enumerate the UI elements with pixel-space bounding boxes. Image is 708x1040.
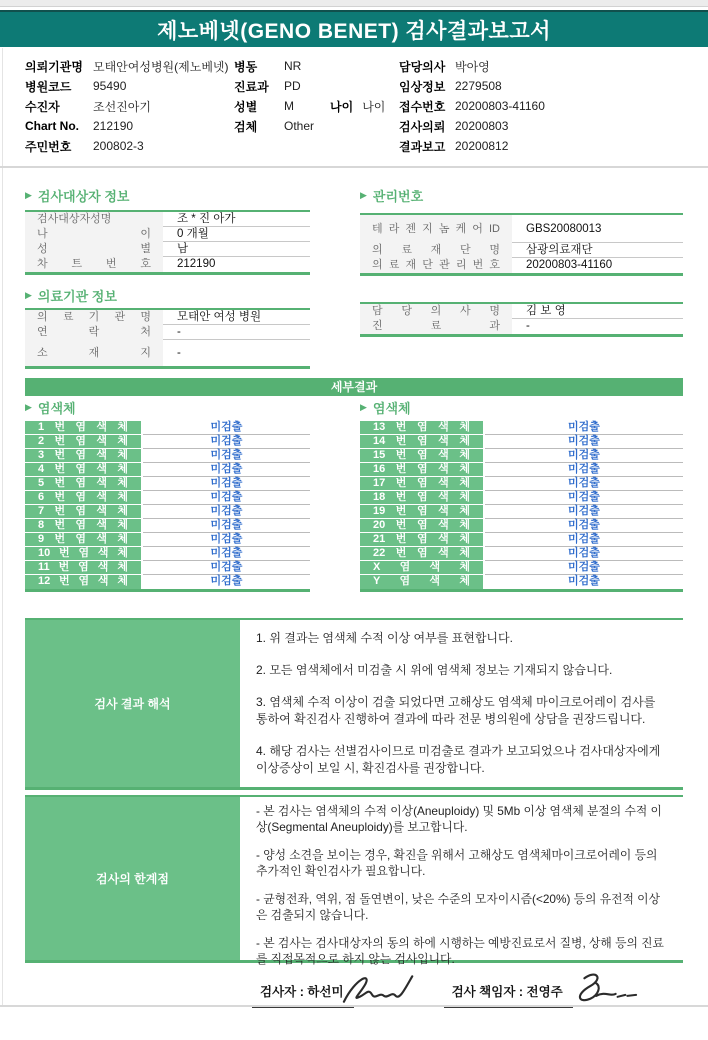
row-label: 나 이 bbox=[25, 227, 163, 242]
chromosome-result: 미검출 bbox=[485, 533, 683, 547]
row-value: 삼광의료재단 bbox=[526, 243, 593, 256]
row-label: 의 료 기 관 명 bbox=[25, 310, 163, 325]
interpretation-section bbox=[25, 618, 683, 790]
header-age-field bbox=[330, 96, 385, 116]
chromosome-result: 미검출 bbox=[143, 547, 310, 561]
header-row bbox=[25, 76, 229, 96]
row-value: - bbox=[177, 325, 181, 338]
chromosome-row bbox=[360, 519, 683, 533]
limitations-section bbox=[25, 795, 683, 966]
row-value: 모태안 여성 병원 bbox=[177, 310, 262, 323]
section-title-chromosome-right bbox=[360, 398, 411, 417]
chromosome-result: 미검출 bbox=[568, 575, 600, 587]
row-value: 김 보 영 bbox=[526, 304, 566, 317]
field-value: Other bbox=[284, 119, 315, 133]
chromosome-label: 8 번 염 색 체 bbox=[25, 519, 143, 533]
chromosome-label: 9 번 염 색 체 bbox=[25, 533, 143, 547]
interpretation-paragraph: 1. 위 결과는 염색체 수적 이상 여부를 표현합니다. bbox=[256, 631, 513, 645]
field-label: 성별 bbox=[234, 99, 258, 114]
chromosome-label: 16 번 염 색 체 bbox=[360, 463, 485, 477]
row-value: 남 bbox=[177, 242, 189, 255]
field-value: 2279508 bbox=[455, 79, 502, 93]
header-row bbox=[399, 56, 545, 76]
field-value: 모태안여성병원(제노베넷) bbox=[93, 59, 229, 74]
chromosome-row bbox=[360, 477, 683, 491]
row-value: 20200803-41160 bbox=[526, 259, 613, 271]
header-info-col3 bbox=[399, 56, 545, 156]
field-value: M bbox=[284, 99, 294, 113]
chromosome-result: 미검출 bbox=[485, 547, 683, 561]
field-value: 212190 bbox=[93, 119, 134, 133]
interpretation-paragraph: 3. 염색체 수적 이상이 검출 되었다면 고해상도 염색체 마이크로어레이 검사를 통하여 확진검사 진행하여 결과에 따라 전문 병의원에 상담을 권장드립니다. bbox=[256, 695, 656, 726]
row-label: 담 당 의 사 명 bbox=[360, 304, 512, 319]
chromosome-result: 미검출 bbox=[485, 449, 683, 463]
field-value: 20200803 bbox=[455, 119, 509, 133]
section-title-text: 관리번호 bbox=[372, 189, 424, 204]
management-table bbox=[360, 213, 683, 276]
row-label: 테 라 젠 지 놈 케 어 ID bbox=[360, 215, 512, 243]
field-value: 20200812 bbox=[455, 139, 509, 153]
section-title-chromosome-left bbox=[25, 398, 76, 417]
row-label: 차 트 번 호 bbox=[25, 257, 163, 272]
section-title-text: 의료기관 정보 bbox=[37, 289, 117, 304]
chromosome-row bbox=[25, 477, 310, 491]
row-value: 조 * 진 아가 bbox=[177, 212, 236, 225]
interpretation-body bbox=[240, 620, 683, 787]
doctor-table bbox=[360, 302, 683, 337]
section-arrow-icon: ▶ bbox=[360, 402, 367, 412]
section-title-text: 검사대상자 정보 bbox=[37, 189, 130, 204]
chromosome-result: 미검출 bbox=[485, 505, 683, 519]
table-row bbox=[360, 243, 683, 258]
chromosome-result: 미검출 bbox=[485, 519, 683, 533]
field-label: 검사의뢰 bbox=[399, 119, 446, 134]
header-row bbox=[25, 116, 229, 136]
row-value: - bbox=[526, 320, 530, 332]
field-label: 임상정보 bbox=[399, 79, 446, 94]
section-title-subject bbox=[25, 186, 129, 205]
chromosome-result: 미검출 bbox=[210, 575, 243, 587]
chromosome-row bbox=[25, 463, 310, 477]
chromosome-row bbox=[25, 435, 310, 449]
chromosome-row bbox=[360, 533, 683, 547]
limitations-paragraph: - 본 검사는 검사대상자의 동의 하에 시행하는 예방진료로서 질병, 상해 등의 진료를 직접목적으로 하지 않는 검사입니다. bbox=[256, 936, 664, 966]
field-label: 수진자 bbox=[25, 99, 60, 114]
field-value: PD bbox=[284, 79, 301, 93]
header-row bbox=[399, 116, 545, 136]
chromosome-result: 미검출 bbox=[143, 519, 310, 533]
header-info-col2 bbox=[234, 56, 314, 136]
limitations-paragraph: - 본 검사는 염색체의 수적 이상(Aneuploidy) 및 5Mb 이상 염색체 분절의 수적 이상(Segmental Aneuploidy)를 보고합니다. bbox=[256, 804, 662, 834]
chromosome-label: 13 번 염 색 체 bbox=[360, 421, 485, 435]
header-row bbox=[234, 96, 314, 116]
chromosome-label: 7 번 염 색 체 bbox=[25, 505, 143, 519]
chromosome-row bbox=[25, 491, 310, 505]
chromosome-row bbox=[360, 505, 683, 519]
row-value: 212190 bbox=[177, 258, 216, 270]
field-value: 박아영 bbox=[455, 59, 490, 74]
header-row bbox=[234, 56, 314, 76]
detail-results-bar: 세부결과 bbox=[25, 378, 683, 396]
section-title-institution bbox=[25, 286, 117, 305]
section-title-management bbox=[360, 186, 423, 205]
header-info-col1 bbox=[25, 56, 229, 156]
row-label: 소 재 지 bbox=[25, 340, 163, 366]
table-row bbox=[25, 340, 310, 366]
header-row bbox=[25, 96, 229, 116]
chromosome-result: 미검출 bbox=[143, 491, 310, 505]
field-label: 병동 bbox=[234, 59, 258, 74]
row-label: 의 료 재 단 관 리 번 호 bbox=[360, 258, 512, 273]
chromosome-result: 미검출 bbox=[485, 463, 683, 477]
chromosome-row bbox=[360, 575, 683, 589]
table-row bbox=[360, 215, 683, 243]
chromosome-label: 1 번 염 색 체 bbox=[25, 421, 143, 435]
field-value: NR bbox=[284, 59, 302, 73]
chromosome-row bbox=[25, 519, 310, 533]
section-arrow-icon: ▶ bbox=[360, 190, 367, 200]
chromosome-label: 10 번 염 색 체 bbox=[25, 547, 143, 561]
report-title: 제노베넷(GENO BENET) 검사결과보고서 bbox=[157, 19, 551, 43]
chromosome-label: 2 번 염 색 체 bbox=[25, 435, 143, 449]
header-row bbox=[399, 136, 545, 156]
field-label: 접수번호 bbox=[399, 99, 446, 114]
limitations-label: 검사의 한계점 bbox=[25, 797, 240, 960]
field-value: 20200803-41160 bbox=[455, 99, 545, 113]
chromosome-result: 미검출 bbox=[143, 561, 310, 575]
header-row bbox=[399, 76, 545, 96]
field-label: 검체 bbox=[234, 119, 258, 134]
chromosome-label: 17 번 염 색 체 bbox=[360, 477, 485, 491]
chromosome-row bbox=[25, 449, 310, 463]
header-divider bbox=[0, 166, 708, 168]
field-label: 병원코드 bbox=[25, 79, 72, 94]
chromosome-row bbox=[25, 575, 310, 589]
chromosome-row bbox=[25, 421, 310, 435]
row-value: 0 개월 bbox=[177, 227, 209, 240]
tester-signature-icon bbox=[340, 970, 422, 1010]
field-label: 주민번호 bbox=[25, 139, 72, 154]
interpretation-paragraph: 4. 해당 검사는 선별검사이므로 미검출로 결과가 보고되었으나 검사대상자에게 이상증상이 보일 시, 확진검사를 권장합니다. bbox=[256, 744, 661, 775]
row-label: 연 락 처 bbox=[25, 325, 163, 340]
chromosome-label: 19 번 염 색 체 bbox=[360, 505, 485, 519]
chromosome-label: 11 번 염 색 체 bbox=[25, 561, 143, 575]
chromosome-result: 미검출 bbox=[485, 421, 683, 435]
report-title-bar bbox=[0, 10, 708, 47]
chromosome-row bbox=[360, 449, 683, 463]
table-row bbox=[25, 325, 310, 340]
chromosome-label: 4 번 염 색 체 bbox=[25, 463, 143, 477]
chromosome-label: 14 번 염 색 체 bbox=[360, 435, 485, 449]
chromosome-label: 15 번 염 색 체 bbox=[360, 449, 485, 463]
chromosome-result: 미검출 bbox=[143, 463, 310, 477]
field-value: 조선진아기 bbox=[93, 99, 151, 114]
chromosome-label: 20 번 염 색 체 bbox=[360, 519, 485, 533]
chromosome-table-right bbox=[360, 421, 683, 592]
chromosome-row bbox=[360, 491, 683, 505]
row-label: 성 별 bbox=[25, 242, 163, 257]
header-row bbox=[234, 76, 314, 96]
field-value: 나이 bbox=[362, 99, 386, 114]
interpretation-label: 검사 결과 해석 bbox=[25, 620, 240, 787]
table-row bbox=[25, 257, 310, 272]
table-row bbox=[360, 304, 683, 319]
header-row bbox=[25, 136, 229, 156]
limitations-paragraph: - 균형전좌, 역위, 점 돌연변이, 낮은 수준의 모자이시즘(<20%) 등의 유전적 이상은 검출되지 않습니다. bbox=[256, 892, 660, 922]
chromosome-row bbox=[360, 547, 683, 561]
section-arrow-icon: ▶ bbox=[25, 402, 32, 412]
table-row bbox=[360, 258, 683, 273]
field-label: 결과보고 bbox=[399, 139, 446, 154]
row-label: 검사대상자성명 bbox=[25, 212, 163, 227]
chromosome-row bbox=[25, 505, 310, 519]
section-title-text: 염색체 bbox=[37, 401, 76, 416]
table-row bbox=[25, 242, 310, 257]
chromosome-row bbox=[25, 533, 310, 547]
chromosome-result: 미검출 bbox=[143, 435, 310, 449]
field-value: 95490 bbox=[93, 79, 127, 93]
chromosome-result: 미검출 bbox=[143, 477, 310, 491]
tester-signature-label: 검사자 : 하선미 bbox=[252, 982, 354, 1008]
chromosome-result: 미검출 bbox=[143, 505, 310, 519]
chromosome-row bbox=[360, 561, 683, 575]
chromosome-row bbox=[25, 561, 310, 575]
page-bottom-divider bbox=[0, 1005, 708, 1007]
chromosome-result: 미검출 bbox=[143, 421, 310, 435]
row-label: 의 료 재 단 명 bbox=[360, 243, 512, 258]
header-row bbox=[399, 96, 545, 116]
supervisor-signature-icon bbox=[559, 970, 641, 1010]
institution-table bbox=[25, 308, 310, 369]
chromosome-result: 미검출 bbox=[485, 477, 683, 491]
subject-table bbox=[25, 210, 310, 275]
chromosome-label: 18 번 염 색 체 bbox=[360, 491, 485, 505]
section-arrow-icon: ▶ bbox=[25, 190, 32, 200]
chromosome-result: 미검출 bbox=[485, 561, 683, 575]
chromosome-label: 12 번 염 색 체 bbox=[25, 575, 143, 589]
field-label: 나이 bbox=[330, 99, 354, 114]
chromosome-row bbox=[25, 547, 310, 561]
field-label: 의뢰기관명 bbox=[25, 59, 83, 74]
interpretation-paragraph: 2. 모든 염색체에서 미검출 시 위에 염색체 정보는 기재되지 않습니다. bbox=[256, 663, 613, 677]
section-title-text: 염색체 bbox=[372, 401, 411, 416]
chromosome-result: 미검출 bbox=[143, 533, 310, 547]
chromosome-label: 3 번 염 색 체 bbox=[25, 449, 143, 463]
table-row bbox=[360, 319, 683, 334]
chromosome-result: 미검출 bbox=[485, 435, 683, 449]
table-row bbox=[25, 310, 310, 325]
field-value: 200802-3 bbox=[93, 139, 144, 153]
row-label: 진 료 과 bbox=[360, 319, 512, 334]
page-left-edge bbox=[2, 48, 3, 1006]
table-row bbox=[25, 212, 310, 227]
signature-area bbox=[252, 970, 647, 1008]
field-label: 담당의사 bbox=[399, 59, 446, 74]
chromosome-table-left bbox=[25, 421, 310, 592]
field-label: 진료과 bbox=[234, 79, 269, 94]
section-arrow-icon: ▶ bbox=[25, 290, 32, 300]
chromosome-label: 22 번 염 색 체 bbox=[360, 547, 485, 561]
chromosome-row bbox=[360, 463, 683, 477]
header-row bbox=[25, 56, 229, 76]
row-value: GBS20080013 bbox=[526, 222, 602, 235]
chromosome-row bbox=[360, 421, 683, 435]
supervisor-signature-label: 검사 책임자 : 전영주 bbox=[444, 982, 573, 1008]
top-window-strip bbox=[0, 0, 708, 7]
chromosome-result: 미검출 bbox=[143, 449, 310, 463]
table-row bbox=[25, 227, 310, 242]
row-value: - bbox=[177, 347, 181, 359]
chromosome-label: 6 번 염 색 체 bbox=[25, 491, 143, 505]
limitations-paragraph: - 양성 소견을 보이는 경우, 확진을 위해서 고해상도 염색체마이크로어레이 등의 추가적인 확인검사가 필요합니다. bbox=[256, 848, 658, 878]
chromosome-row bbox=[360, 435, 683, 449]
chromosome-label: 21 번 염 색 체 bbox=[360, 533, 485, 547]
header-row bbox=[234, 116, 314, 136]
chromosome-result: 미검출 bbox=[485, 491, 683, 505]
field-label: Chart No. bbox=[25, 119, 79, 133]
chromosome-label: Y 염 색 체 bbox=[360, 575, 485, 589]
chromosome-label: 5 번 염 색 체 bbox=[25, 477, 143, 491]
limitations-body bbox=[240, 797, 683, 966]
chromosome-label: X 염 색 체 bbox=[360, 561, 485, 575]
